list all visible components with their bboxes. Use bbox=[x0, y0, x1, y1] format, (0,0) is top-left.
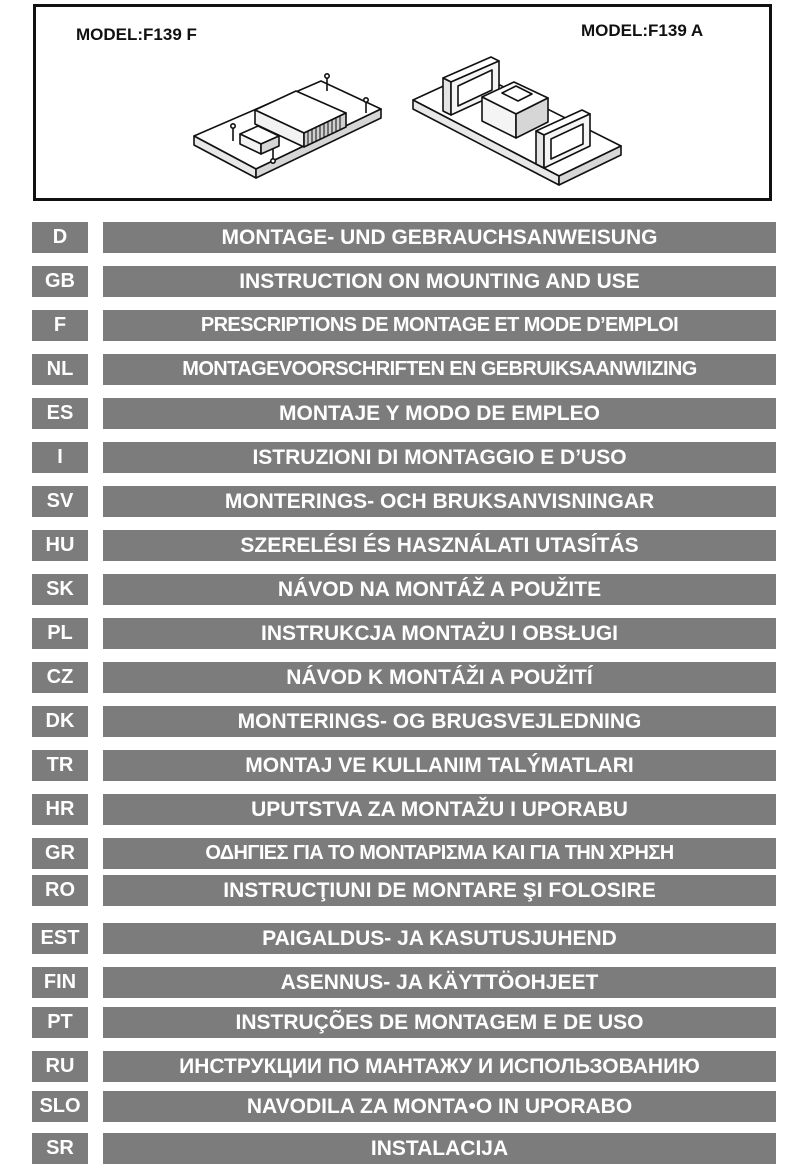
language-code: PL bbox=[32, 618, 88, 649]
language-title: ИНСТРУКЦИИ ПО МАНТАЖУ И ИСПОЛЬЗОВАНИЮ bbox=[103, 1051, 776, 1082]
language-row-ru bbox=[32, 1051, 776, 1082]
language-title: MONTAGE- UND GEBRAUCHSANWEISUNG bbox=[103, 222, 776, 253]
language-row-sr bbox=[32, 1133, 776, 1164]
language-code: SLO bbox=[32, 1091, 88, 1122]
language-title: MONTERINGS- OCH BRUKSANVISNINGAR bbox=[103, 486, 776, 517]
language-row-gr bbox=[32, 838, 776, 869]
language-title: ΟΔΗΓΙΕΣ ΓΙΑ ΤΟ ΜΟΝΤΑΡΙΣΜΑ ΚΑΙ ΓΙΑ ΤΗΝ ΧΡΗΣΗ bbox=[103, 838, 776, 869]
language-title: NAVODILA ZA MONTA•O IN UPORABO bbox=[103, 1091, 776, 1122]
language-row-f bbox=[32, 310, 776, 341]
language-row-hu bbox=[32, 530, 776, 561]
language-title: INSTRUCŢIUNI DE MONTARE ŞI FOLOSIRE bbox=[103, 875, 776, 906]
board-a-icon bbox=[413, 57, 621, 185]
language-title: INSTRUCTION ON MOUNTING AND USE bbox=[103, 266, 776, 297]
language-code: NL bbox=[32, 354, 88, 385]
language-title: SZERELÉSI ÉS HASZNÁLATI UTASÍTÁS bbox=[103, 530, 776, 561]
language-code: D bbox=[32, 222, 88, 253]
language-title: ASENNUS- JA KÄYTTÖOHJEET bbox=[103, 967, 776, 998]
language-code: PT bbox=[32, 1007, 88, 1038]
language-code: EST bbox=[32, 923, 88, 954]
language-code: I bbox=[32, 442, 88, 473]
language-title: INSTRUKCJA MONTAŻU I OBSŁUGI bbox=[103, 618, 776, 649]
language-title: PAIGALDUS- JA KASUTUSJUHEND bbox=[103, 923, 776, 954]
language-code: ES bbox=[32, 398, 88, 429]
board-f-icon bbox=[194, 74, 381, 178]
language-row-slo bbox=[32, 1091, 776, 1122]
language-title: MONTAJE Y MODO DE EMPLEO bbox=[103, 398, 776, 429]
model-label-f: MODEL:F139 F bbox=[76, 25, 197, 44]
language-row-sk bbox=[32, 574, 776, 605]
language-code: F bbox=[32, 310, 88, 341]
language-title: PRESCRIPTIONS DE MONTAGE ET MODE D’EMPLOI bbox=[103, 310, 776, 341]
language-title: ISTRUZIONI DI MONTAGGIO E D’USO bbox=[103, 442, 776, 473]
language-row-i bbox=[32, 442, 776, 473]
language-row-dk bbox=[32, 706, 776, 737]
language-row-gb bbox=[32, 266, 776, 297]
language-code: HU bbox=[32, 530, 88, 561]
language-title: INSTRUÇÕES DE MONTAGEM E DE USO bbox=[103, 1007, 776, 1038]
language-title: NÁVOD K MONTÁŽI A POUŽITÍ bbox=[103, 662, 776, 693]
language-title: UPUTSTVA ZA MONTAŽU I UPORABU bbox=[103, 794, 776, 825]
language-code: RU bbox=[32, 1051, 88, 1082]
language-code: CZ bbox=[32, 662, 88, 693]
language-row-es bbox=[32, 398, 776, 429]
language-title: MONTERINGS- OG BRUGSVEJLEDNING bbox=[103, 706, 776, 737]
circuit-board-illustration bbox=[36, 7, 769, 198]
language-row-cz bbox=[32, 662, 776, 693]
language-code: GB bbox=[32, 266, 88, 297]
language-row-hr bbox=[32, 794, 776, 825]
language-code: DK bbox=[32, 706, 88, 737]
language-row-tr bbox=[32, 750, 776, 781]
language-code: HR bbox=[32, 794, 88, 825]
language-code: RO bbox=[32, 875, 88, 906]
model-label-a: MODEL:F139 A bbox=[581, 21, 704, 40]
language-row-fin bbox=[32, 967, 776, 998]
language-code: FIN bbox=[32, 967, 88, 998]
language-title: MONTAJ VE KULLANIM TALÝMATLARI bbox=[103, 750, 776, 781]
language-code: SK bbox=[32, 574, 88, 605]
language-title: NÁVOD NA MONTÁŽ A POUŽITE bbox=[103, 574, 776, 605]
language-row-est bbox=[32, 923, 776, 954]
language-row-ro bbox=[32, 875, 776, 906]
language-code: SR bbox=[32, 1133, 88, 1164]
language-row-sv bbox=[32, 486, 776, 517]
language-row-d bbox=[32, 222, 776, 253]
language-title: MONTAGEVOORSCHRIFTEN EN GEBRUIKSAANWIIZING bbox=[103, 354, 776, 385]
model-illustration-box bbox=[33, 4, 772, 201]
language-row-pt bbox=[32, 1007, 776, 1038]
language-code: GR bbox=[32, 838, 88, 869]
language-code: SV bbox=[32, 486, 88, 517]
language-code: TR bbox=[32, 750, 88, 781]
language-row-pl bbox=[32, 618, 776, 649]
language-title: INSTALACIJA bbox=[103, 1133, 776, 1164]
language-row-nl bbox=[32, 354, 776, 385]
